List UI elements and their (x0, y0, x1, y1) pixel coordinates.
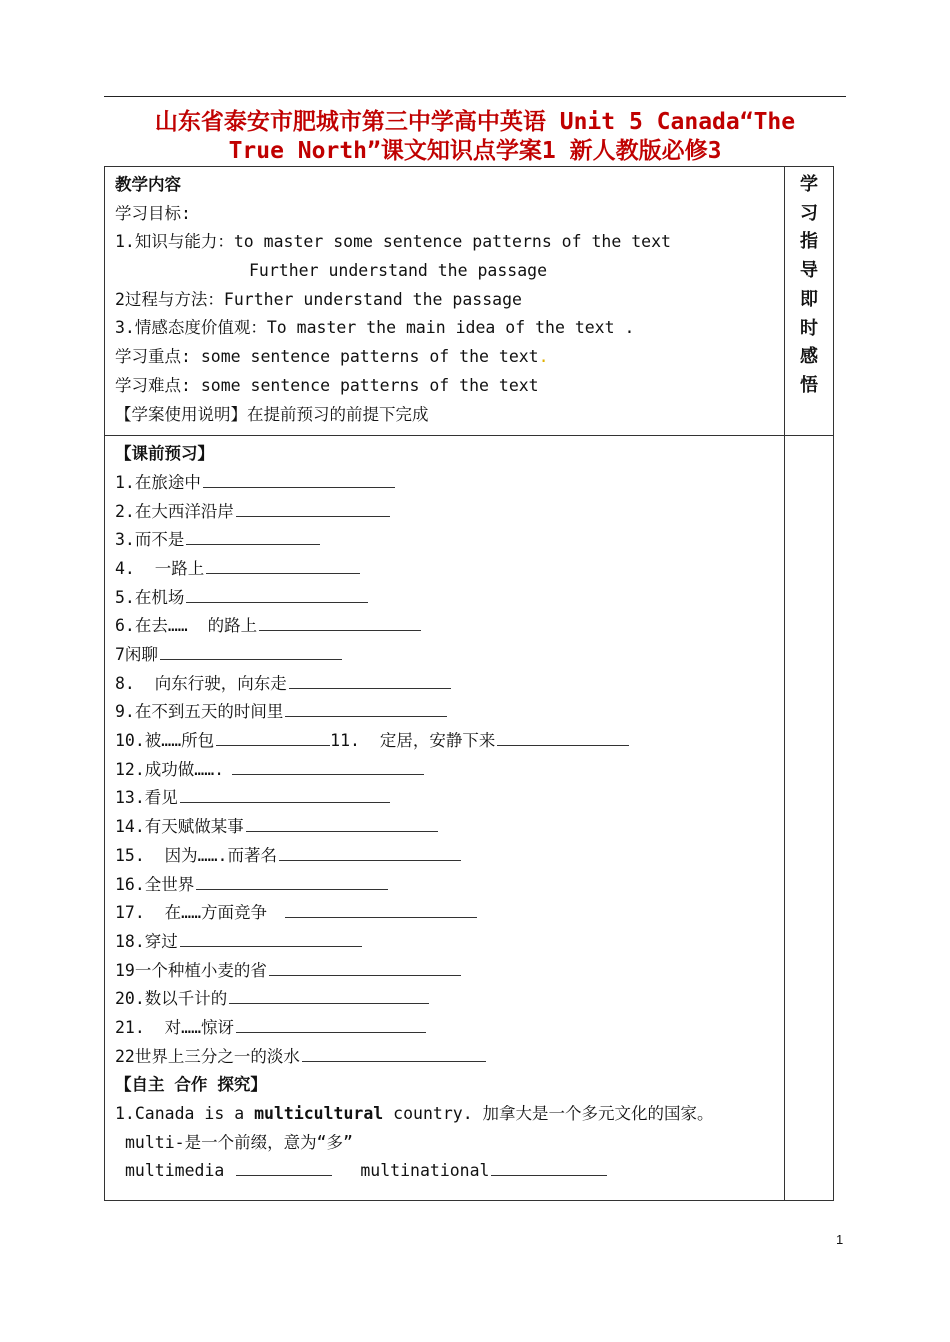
usage-instructions: 【学案使用说明】在提前预习的前提下完成 (115, 404, 429, 424)
objectives-cell (105, 167, 785, 436)
list-item: 17. 在……方面竞争 (115, 899, 784, 928)
answer-blank[interactable] (236, 1014, 426, 1033)
list-item: 7闲聊 (115, 641, 784, 670)
list-item: 20.数以千计的 (115, 985, 784, 1014)
answer-blank[interactable] (216, 727, 330, 746)
answer-blank[interactable] (186, 526, 320, 545)
answer-blank[interactable] (285, 698, 447, 717)
list-item: 16.全世界 (115, 871, 784, 900)
page-number: 1 (836, 1232, 844, 1247)
answer-blank[interactable] (259, 612, 421, 631)
list-item: 13.看见 (115, 784, 784, 813)
answer-blank[interactable] (246, 813, 438, 832)
key-point (115, 343, 784, 372)
decorative-dot: . (538, 347, 549, 367)
list-item: 19一个种植小麦的省 (115, 957, 784, 986)
goal-knowledge-continued: Further understand the passage (249, 261, 548, 281)
answer-blank[interactable] (229, 985, 429, 1004)
answer-blank[interactable] (236, 498, 390, 517)
document-title (104, 108, 846, 166)
objectives-row (105, 167, 834, 436)
list-item: 1.在旅途中 (115, 469, 784, 498)
list-item: 15. 因为…….而著名 (115, 842, 784, 871)
goal-knowledge: 1.知识与能力：to master some sentence patterns of the text (115, 232, 671, 252)
difficult-point: 学习难点: some sentence patterns of the text (115, 375, 539, 395)
goal-label: 学习目标: (115, 203, 191, 223)
header-rule (104, 96, 846, 97)
answer-blank[interactable] (180, 784, 390, 803)
list-item: 9.在不到五天的时间里 (115, 698, 784, 727)
list-item: 18.穿过 (115, 928, 784, 957)
answer-blank[interactable] (289, 670, 451, 689)
exercise-row (105, 436, 834, 1201)
answer-blank[interactable] (236, 1157, 332, 1176)
explore-heading: 【自主 合作 探究】 (115, 1075, 267, 1095)
teaching-content-heading: 教学内容 (115, 175, 181, 194)
side-column-empty-cell (785, 436, 834, 1201)
goal-attitude: 3.情感态度价值观：To master the main idea of the text . (115, 318, 635, 338)
prefix-note: multi-是一个前缀，意为“多” (125, 1132, 353, 1152)
list-item: 21. 对……惊讶 (115, 1014, 784, 1043)
key-point-text: 学习重点: some sentence patterns of the text (115, 347, 539, 367)
list-item: 5.在机场 (115, 584, 784, 613)
answer-blank[interactable] (160, 641, 342, 660)
list-item: 10.被……所包 11. 定居，安静下来 (115, 727, 784, 756)
answer-blank[interactable] (196, 871, 388, 890)
answer-blank[interactable] (285, 899, 477, 918)
answer-blank[interactable] (180, 928, 362, 947)
list-item: 3.而不是 (115, 526, 784, 555)
list-item: 12.成功做……. (115, 756, 784, 785)
answer-blank[interactable] (186, 584, 368, 603)
list-item: 22世界上三分之一的淡水 (115, 1043, 784, 1072)
list-item: 4. 一路上 (115, 555, 784, 584)
list-item: 2.在大西洋沿岸 (115, 498, 784, 527)
list-item: 6.在去…… 的路上 (115, 612, 784, 641)
explore-sentence: 1.Canada is a multicultural country. 加拿大是一个多元文化的国家。 (115, 1104, 714, 1123)
list-item: 8. 向东行驶，向东走 (115, 670, 784, 699)
answer-blank[interactable] (491, 1157, 607, 1176)
worksheet-table (104, 166, 834, 1201)
answer-blank[interactable] (269, 957, 461, 976)
answer-blank[interactable] (232, 756, 424, 775)
answer-blank[interactable] (279, 842, 461, 861)
goal-process: 2过程与方法：Further understand the passage (115, 289, 522, 309)
side-column-label: 学习指导即时感悟 (800, 174, 818, 396)
prefix-exercise: multimedia multinational (115, 1157, 784, 1186)
preview-heading: 【课前预习】 (115, 444, 214, 464)
answer-blank[interactable] (497, 727, 629, 746)
answer-blank[interactable] (206, 555, 360, 574)
title-line-2: True North”课文知识点学案1 新人教版必修3 (228, 138, 722, 164)
answer-blank[interactable] (302, 1043, 486, 1062)
exercise-cell (105, 436, 785, 1201)
list-item: 14.有天赋做某事 (115, 813, 784, 842)
side-column-cell (785, 167, 834, 436)
title-line-1: 山东省泰安市肥城市第三中学高中英语 Unit 5 Canada“The (154, 109, 796, 135)
answer-blank[interactable] (203, 469, 395, 488)
